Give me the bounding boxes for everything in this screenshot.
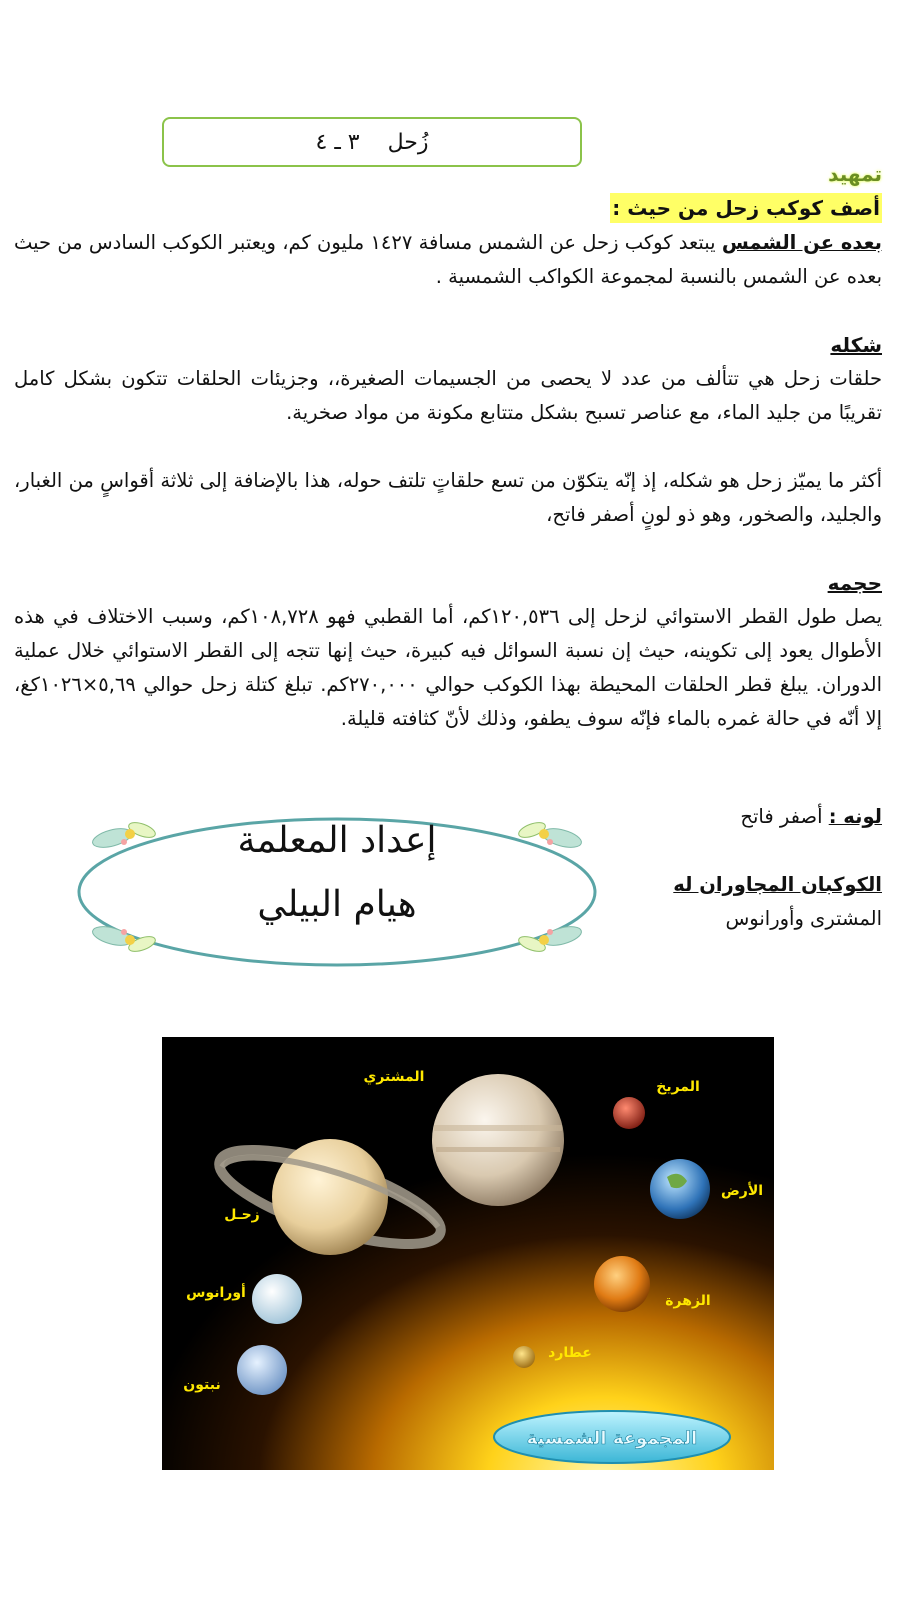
mars-planet bbox=[613, 1097, 645, 1129]
intro-label: تمهيد bbox=[828, 162, 882, 186]
shape-heading: شكله bbox=[830, 333, 882, 357]
size-paragraph: يصل طول القطر الاستوائي لزحل إلى ١٢٠,٥٣٦كم، أما القطبي فهو ١٠٨,٧٢٨كم، وسبب الاختلاف في هذه الأطوال يعود إلى تكوينه، حيث إن نسبة السوائل فيه كبيرة، حيث إنها تتجه إلى القطر الاستوائي خلال عملية الدوران. يبلغ قطر الحلقات المحيطة بهذا الكوكب حوالي ٢٧٠,٠٠٠كم. تبلغ كتلة زحل حوالي ٥,٦٩×١٠٢٦كغ، إلا أنّه في حالة غمره بالماء فإنّه سوف يطفو، وذلك لأنّ كثافته قليلة. bbox=[14, 605, 883, 730]
signature-frame bbox=[72, 812, 602, 972]
distance-text: يبتعد كوكب زحل عن الشمس مسافة ١٤٢٧ مليون كم، ويعتبر الكوكب السادس من حيث بعده عن الشمس بالنسبة لمجموعة الكواكب الشمسية . bbox=[14, 231, 882, 288]
color-value: أصفر فاتح bbox=[740, 805, 829, 828]
label-banner: المجموعة الشمسية bbox=[526, 1428, 698, 1449]
shape-paragraph-2: أكثر ما يميّز زحل هو شكله، إذ إنّه يتكوّن من تسع حلقاتٍ تلتف حوله، هذا بالإضافة إلى ثلاثة أقواسٍ من الغبار، والجليد، والصخور، وهو ذو لونٍ أصفر فاتح، bbox=[14, 469, 882, 526]
solar-system-illustration bbox=[162, 1037, 774, 1470]
mercury-planet bbox=[513, 1346, 535, 1368]
saturn-planet bbox=[272, 1139, 388, 1255]
label-mars: المريخ bbox=[656, 1079, 700, 1095]
solar-system-image bbox=[162, 1037, 774, 1470]
size-heading: حجمه bbox=[827, 571, 882, 595]
label-saturn: زحـل bbox=[224, 1207, 260, 1223]
label-uranus: أورانوس bbox=[186, 1285, 246, 1301]
jupiter-planet bbox=[432, 1074, 564, 1206]
side-notes bbox=[673, 800, 882, 936]
neptune-planet bbox=[237, 1345, 287, 1395]
label-jupiter: المشتري bbox=[363, 1069, 425, 1085]
signature-line-2: هيام البيلي bbox=[257, 884, 417, 925]
venus-planet bbox=[594, 1256, 650, 1312]
neighbors-value: المشترى وأورانوس bbox=[725, 907, 882, 930]
label-earth: الأرض bbox=[720, 1183, 764, 1199]
uranus-planet bbox=[252, 1274, 302, 1324]
color-label: لونه : bbox=[828, 805, 882, 828]
main-content bbox=[14, 158, 882, 736]
lesson-number: ٣ ـ ٤ bbox=[315, 129, 360, 155]
distance-paragraph bbox=[14, 226, 882, 294]
neighbors-heading: الكوكبان المجاوران له bbox=[673, 873, 882, 896]
signature-line-1: إعداد المعلمة bbox=[237, 820, 437, 861]
lesson-title: زُحل bbox=[387, 129, 429, 155]
intro-prompt: أصف كوكب زحل من حيث : bbox=[610, 193, 882, 223]
shape-paragraph-1: حلقات زحل هي تتألف من عدد لا يحصى من الجسيمات الصغيرة،، وجزيئات الحلقات تتكون بشكل كامل تقريبًا من جليد الماء، مع عناصر تسبح بشكل متتابع مكونة من مواد صخرية. bbox=[14, 367, 882, 424]
earth-planet bbox=[650, 1159, 710, 1219]
label-neptune: نبتون bbox=[183, 1377, 221, 1393]
color-line bbox=[673, 800, 882, 834]
label-venus: الزهرة bbox=[665, 1293, 711, 1309]
label-mercury: عطارد bbox=[548, 1345, 592, 1361]
distance-lead: بعده عن الشمس bbox=[721, 231, 882, 254]
